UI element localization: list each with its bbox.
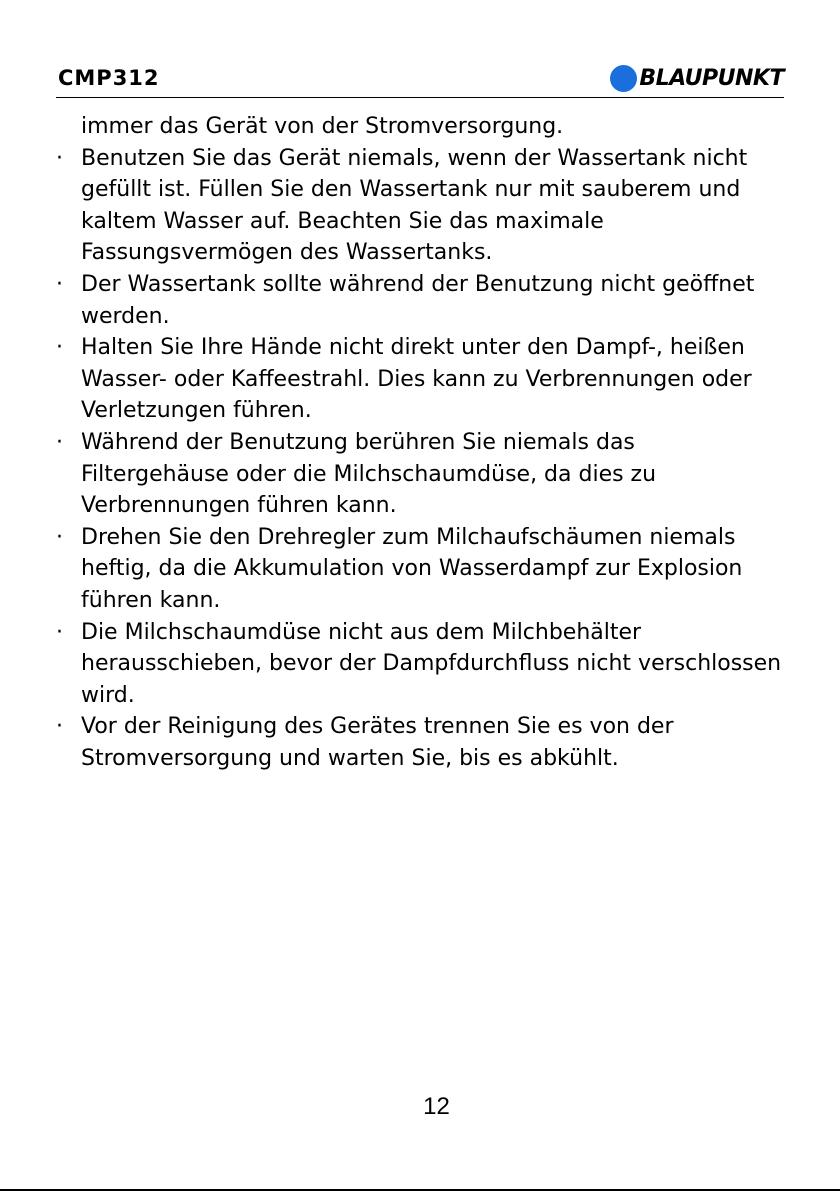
list-item xyxy=(56,617,784,712)
list-item-text: Der Wassertank sollte während der Benutzung nicht geöffnet werden. xyxy=(81,271,755,329)
list-item xyxy=(56,332,784,427)
bottom-divider xyxy=(0,1189,840,1191)
list-item xyxy=(56,427,784,522)
safety-instructions xyxy=(56,111,784,774)
list-item-text: Während der Benutzung berühren Sie niemals das Filtergehäuse oder die Milchschaumdüse, da dies zu Verbrennungen führen kann. xyxy=(81,429,657,519)
bullet-mark: · xyxy=(56,524,63,550)
bullet-mark: · xyxy=(56,271,63,297)
page-header xyxy=(56,62,784,98)
page-number: 12 xyxy=(423,1093,450,1120)
bullet-mark: · xyxy=(56,145,63,171)
list-item-text: Halten Sie Ihre Hände nicht direkt unter den Dampf-, heißen Wasser- oder Kaffeestrahl. Dies kann zu Verbrennungen oder Verletzungen führen. xyxy=(81,335,752,424)
brand-logo xyxy=(610,64,784,92)
bullet-mark: · xyxy=(56,619,63,645)
list-item xyxy=(56,143,784,269)
bullet-list xyxy=(56,143,784,775)
bullet-mark: · xyxy=(56,714,63,740)
bullet-mark: · xyxy=(56,335,63,361)
brand-dot-icon xyxy=(610,65,637,92)
bullet-mark: · xyxy=(56,429,63,455)
continued-text: immer das Gerät von der Stromversorgung. xyxy=(81,114,564,139)
list-item-text: Vor der Reinigung des Gerätes trennen Sie es von der Stromversorgung und warten Sie, bis es abkühlt. xyxy=(81,714,674,771)
list-item-text: Die Milchschaumdüse nicht aus dem Milchbehälter herausschieben, bevor der Dampfdurchfluss nicht verschlossen wird. xyxy=(81,619,782,708)
list-item-text: Drehen Sie den Drehregler zum Milchaufschäumen niemals heftig, da die Akkumulation von Wasserdampf zur Explosion führen kann. xyxy=(81,524,743,613)
list-item xyxy=(56,269,784,332)
brand-name: BLAUPUNKT xyxy=(639,65,784,91)
model-number: CMP312 xyxy=(58,66,160,90)
list-item xyxy=(56,711,784,774)
list-item-text: Benutzen Sie das Gerät niemals, wenn der Wassertank nicht gefüllt ist. Füllen Sie den Wassertank nur mit sauberem und kaltem Wasser auf. Beachten Sie das maximale Fassungsvermögen des Wassertanks. xyxy=(81,145,748,266)
list-item xyxy=(56,522,784,617)
header-divider xyxy=(56,97,784,98)
